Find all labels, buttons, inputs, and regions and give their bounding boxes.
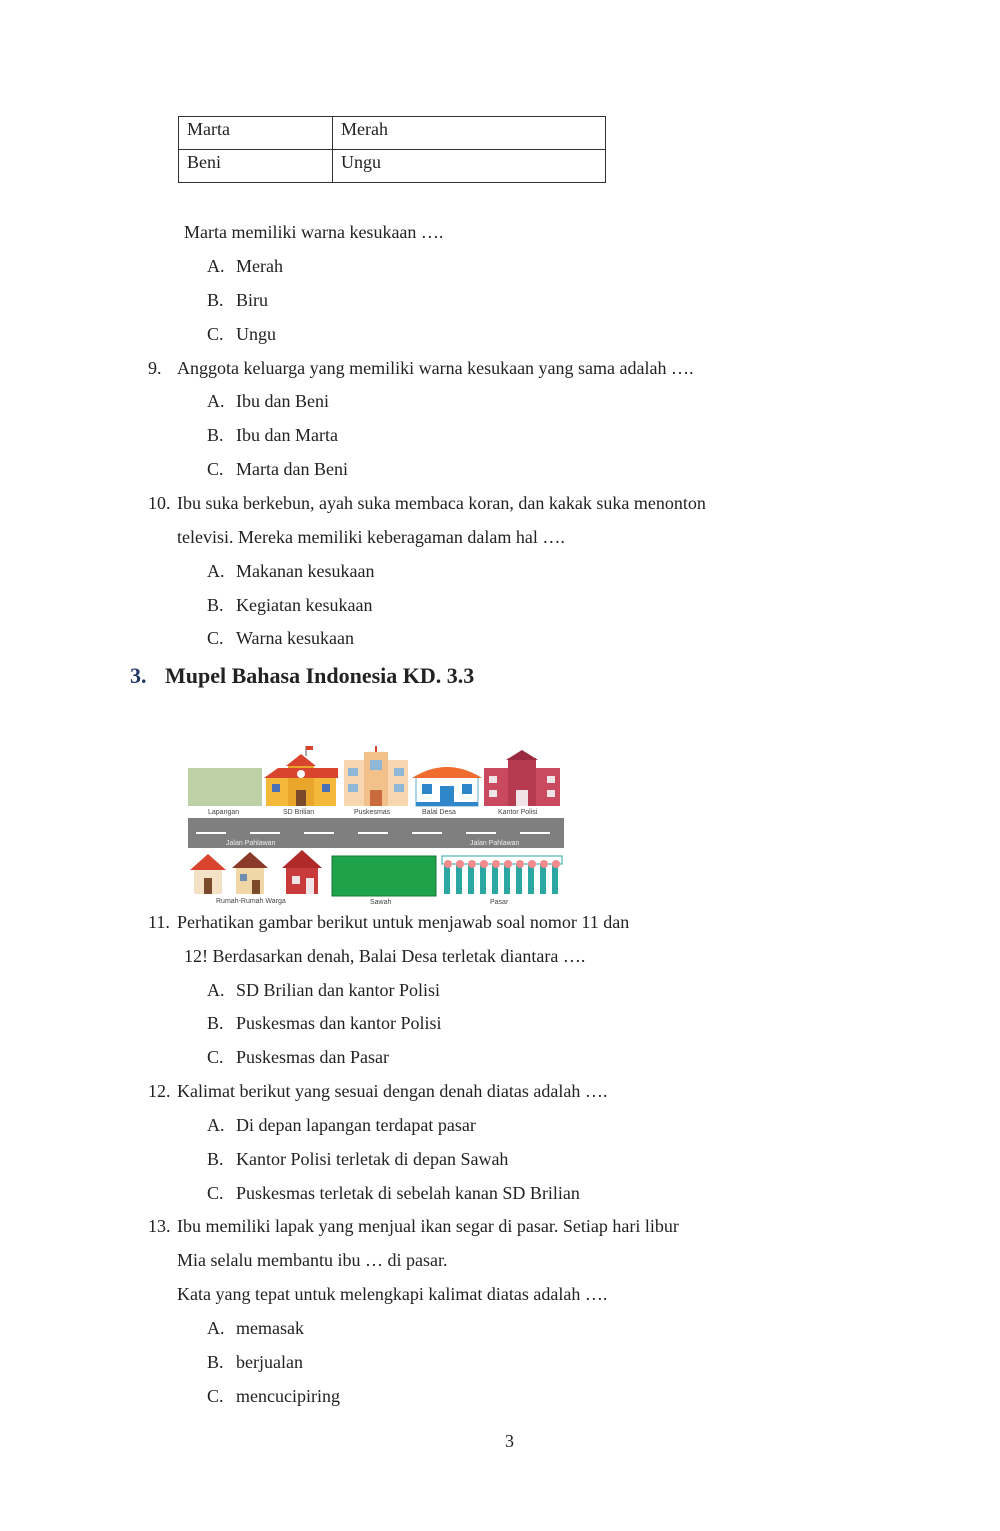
option-text: SD Brilian dan kantor Polisi: [236, 980, 440, 1000]
question-8-option-a: [207, 255, 283, 277]
option-letter: B.: [207, 1013, 224, 1033]
police-station-building: [484, 750, 560, 806]
market-stalls: [442, 856, 562, 894]
question-11-stem-line2: 12! Berdasarkan denah, Balai Desa terletak diantara ….: [184, 946, 586, 966]
question-9-option-c: [207, 458, 348, 480]
rice-field: [332, 856, 436, 896]
table-cell-name: Marta: [179, 117, 333, 150]
option-text: Puskesmas dan kantor Polisi: [236, 1013, 442, 1033]
map-label-lapangan: Lapangan: [208, 809, 240, 816]
question-11-option-a: [207, 979, 440, 1001]
option-letter: C.: [207, 459, 224, 479]
question-number: 10.: [148, 493, 171, 513]
question-8-option-b: [207, 289, 268, 311]
map-label-rumah: Rumah-Rumah Warga: [216, 898, 286, 905]
option-letter: C.: [207, 1047, 224, 1067]
option-letter: C.: [207, 1386, 224, 1406]
option-letter: A.: [207, 980, 225, 1000]
option-letter: B.: [207, 425, 224, 445]
question-10-option-a: [207, 560, 374, 582]
question-number: 11.: [148, 912, 170, 932]
question-11-option-b: [207, 1012, 442, 1034]
question-8-option-c: [207, 323, 276, 345]
question-13-option-b: [207, 1351, 303, 1373]
option-text: Ibu dan Marta: [236, 425, 338, 445]
option-text: Puskesmas dan Pasar: [236, 1047, 389, 1067]
option-letter: C.: [207, 324, 224, 344]
question-text: Ibu memiliki lapak yang menjual ikan segar di pasar. Setiap hari libur: [177, 1216, 679, 1236]
village-map: [186, 746, 566, 906]
question-13-option-a: [207, 1317, 304, 1339]
option-text: Kantor Polisi terletak di depan Sawah: [236, 1149, 509, 1169]
question-9-stem: [148, 357, 694, 379]
question-10-option-c: [207, 627, 354, 649]
option-text: Puskesmas terletak di sebelah kanan SD Brilian: [236, 1183, 580, 1203]
question-number: 12.: [148, 1081, 171, 1101]
option-text: berjualan: [236, 1352, 303, 1372]
option-letter: B.: [207, 595, 224, 615]
section-number: 3.: [130, 663, 147, 688]
option-letter: A.: [207, 1318, 225, 1338]
question-13-stem-line2: Mia selalu membantu ibu … di pasar.: [177, 1250, 448, 1270]
question-text: Anggota keluarga yang memiliki warna kesukaan yang sama adalah ….: [177, 358, 694, 378]
question-12-option-b: [207, 1148, 508, 1170]
option-text: Warna kesukaan: [236, 628, 354, 648]
question-text: Ibu suka berkebun, ayah suka membaca koran, dan kakak suka menonton: [177, 493, 706, 513]
option-letter: C.: [207, 1183, 224, 1203]
school-building: [264, 746, 338, 806]
table-cell-color: Merah: [333, 117, 606, 150]
option-letter: C.: [207, 628, 224, 648]
house-1: [190, 854, 226, 894]
option-text: Kegiatan kesukaan: [236, 595, 373, 615]
question-12-option-c: [207, 1182, 580, 1204]
house-2: [232, 852, 268, 894]
question-13-stem-line1: [148, 1215, 679, 1237]
option-letter: B.: [207, 1149, 224, 1169]
option-text: Ibu dan Beni: [236, 391, 329, 411]
question-12-stem: [148, 1080, 607, 1102]
question-13-stem-line3: Kata yang tepat untuk melengkapi kalimat diatas adalah ….: [177, 1284, 608, 1304]
map-label-sd: SD Brilian: [283, 809, 315, 816]
table-row: [179, 150, 606, 183]
question-text: Perhatikan gambar berikut untuk menjawab soal nomor 11 dan: [177, 912, 630, 932]
option-text: Marta dan Beni: [236, 459, 348, 479]
question-10-stem-line2: televisi. Mereka memiliki keberagaman dalam hal ….: [177, 527, 565, 547]
question-12-option-a: [207, 1114, 476, 1136]
map-label-pasar: Pasar: [490, 899, 509, 906]
map-label-jalan-right: Jalan Pahlawan: [470, 840, 520, 847]
option-text: Makanan kesukaan: [236, 561, 375, 581]
question-9-option-b: [207, 424, 338, 446]
lapangan-field: [188, 768, 262, 806]
option-letter: B.: [207, 290, 224, 310]
map-label-balai: Balai Desa: [422, 809, 456, 816]
option-text: mencucipiring: [236, 1386, 340, 1406]
clinic-building: [344, 746, 408, 806]
question-10-stem-line1: [148, 492, 706, 514]
option-letter: B.: [207, 1352, 224, 1372]
option-letter: A.: [207, 391, 225, 411]
question-text: Kalimat berikut yang sesuai dengan denah diatas adalah ….: [177, 1081, 608, 1101]
question-11-option-c: [207, 1046, 389, 1068]
question-8-stem: Marta memiliki warna kesukaan ….: [184, 222, 444, 242]
map-label-polisi: Kantor Polisi: [498, 809, 538, 816]
table-cell-color: Ungu: [333, 150, 606, 183]
question-13-option-c: [207, 1385, 340, 1407]
map-label-jalan-left: Jalan Pahlawan: [226, 840, 276, 847]
option-text: Ungu: [236, 324, 276, 344]
option-text: memasak: [236, 1318, 304, 1338]
option-text: Merah: [236, 256, 283, 276]
map-label-sawah: Sawah: [370, 899, 392, 906]
section-title: Mupel Bahasa Indonesia KD. 3.3: [165, 663, 475, 688]
question-number: 13.: [148, 1216, 171, 1236]
table-row: [179, 117, 606, 150]
page-number: 3: [505, 1431, 514, 1451]
village-hall-building: [412, 767, 482, 806]
color-preference-table: [178, 116, 606, 183]
question-10-option-b: [207, 594, 372, 616]
question-9-option-a: [207, 390, 329, 412]
option-letter: A.: [207, 1115, 225, 1135]
option-text: Di depan lapangan terdapat pasar: [236, 1115, 476, 1135]
option-letter: A.: [207, 256, 225, 276]
question-number: 9.: [148, 358, 162, 378]
section-heading: [130, 663, 474, 689]
option-text: Biru: [236, 290, 269, 310]
question-11-stem-line1: [148, 911, 629, 933]
option-letter: A.: [207, 561, 225, 581]
map-label-puskesmas: Puskesmas: [354, 809, 391, 816]
house-3: [282, 850, 322, 894]
table-cell-name: Beni: [179, 150, 333, 183]
